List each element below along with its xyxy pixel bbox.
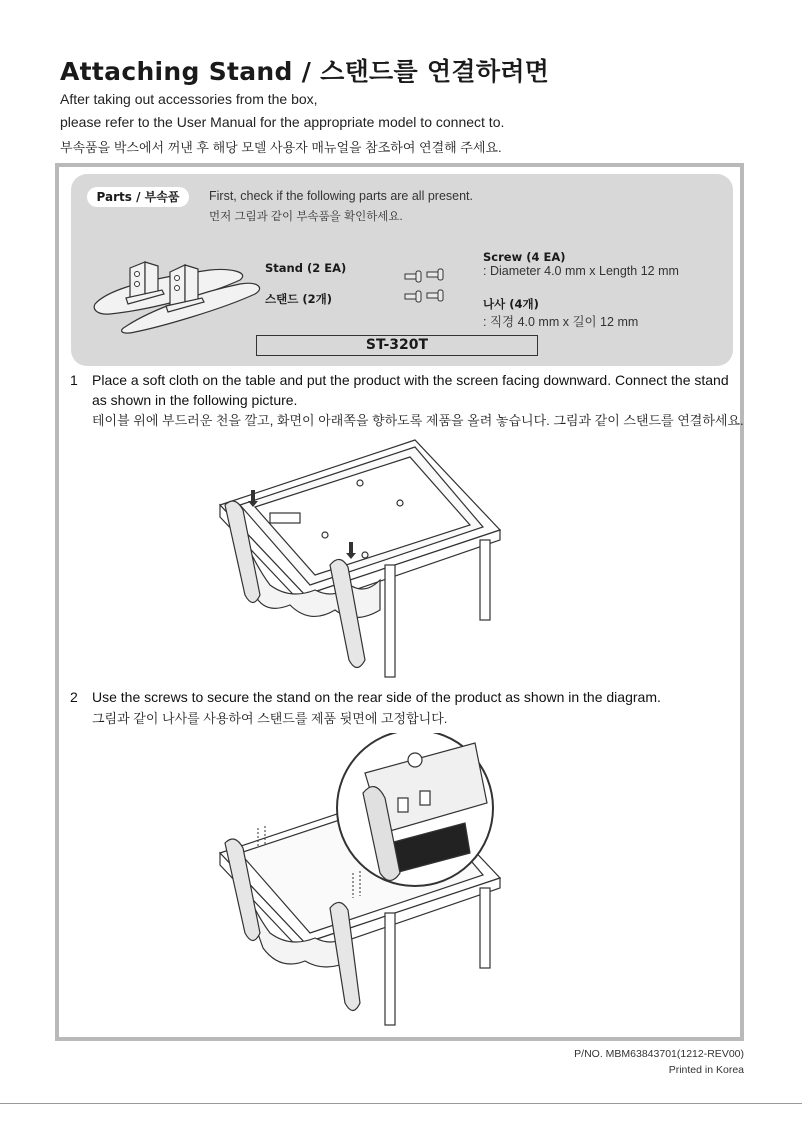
part-number: P/NO. MBM63843701(1212-REV00) <box>574 1048 744 1060</box>
step-1-text-line-1: Place a soft cloth on the table and put the product with the screen facing downward. Connect the stand <box>92 372 729 388</box>
step-2-number: 2 <box>70 689 78 705</box>
screw-title-ko: 나사 (4개) <box>483 297 539 311</box>
page-divider <box>0 1103 802 1104</box>
tv-stand-diagram-icon <box>215 435 505 680</box>
step-1-text-line-2: as shown in the following picture. <box>92 392 298 408</box>
parts-check-en: First, check if the following parts are all present. <box>209 189 474 203</box>
stand-label-ko: 스탠드 (2개) <box>265 292 332 306</box>
intro-line-2: please refer to the User Manual for the appropriate model to connect to. <box>60 114 505 130</box>
step-2-text-line-1: Use the screws to secure the stand on the rear side of the product as shown in the diagram. <box>92 689 661 705</box>
screw-closeup-diagram-icon <box>215 733 505 1033</box>
screw-spec-ko: : 직경 4.0 mm x 길이 12 mm <box>483 315 639 329</box>
step-1-korean: 테이블 위에 부드러운 천을 깔고, 화면이 아래쪽을 향하도록 제품을 올려 놓습니다. 그림과 같이 스탠드를 연결하세요. <box>92 413 744 428</box>
screw-icon <box>402 266 452 306</box>
stand-label-en: Stand (2 EA) <box>265 261 347 275</box>
intro-line-1: After taking out accessories from the box, <box>60 91 318 107</box>
stand-illustration-icon <box>90 232 265 337</box>
screw-spec-en: : Diameter 4.0 mm x Length 12 mm <box>483 264 679 278</box>
model-label: ST-320T <box>256 335 538 356</box>
step-2-korean: 그림과 같이 나사를 사용하여 스탠드를 제품 뒷면에 고정합니다. <box>92 711 448 726</box>
parts-badge: Parts / 부속품 <box>87 187 189 207</box>
printed-in: Printed in Korea <box>668 1064 744 1076</box>
screw-title-en: Screw (4 EA) <box>483 250 566 264</box>
page-title: Attaching Stand / 스탠드를 연결하려면 <box>60 57 550 86</box>
intro-line-3: 부속품을 박스에서 꺼낸 후 해당 모델 사용자 매뉴얼을 참조하여 연결해 주세요. <box>60 140 502 155</box>
parts-check-ko: 먼저 그림과 같이 부속품을 확인하세요. <box>209 211 403 223</box>
step-1-number: 1 <box>70 372 78 388</box>
